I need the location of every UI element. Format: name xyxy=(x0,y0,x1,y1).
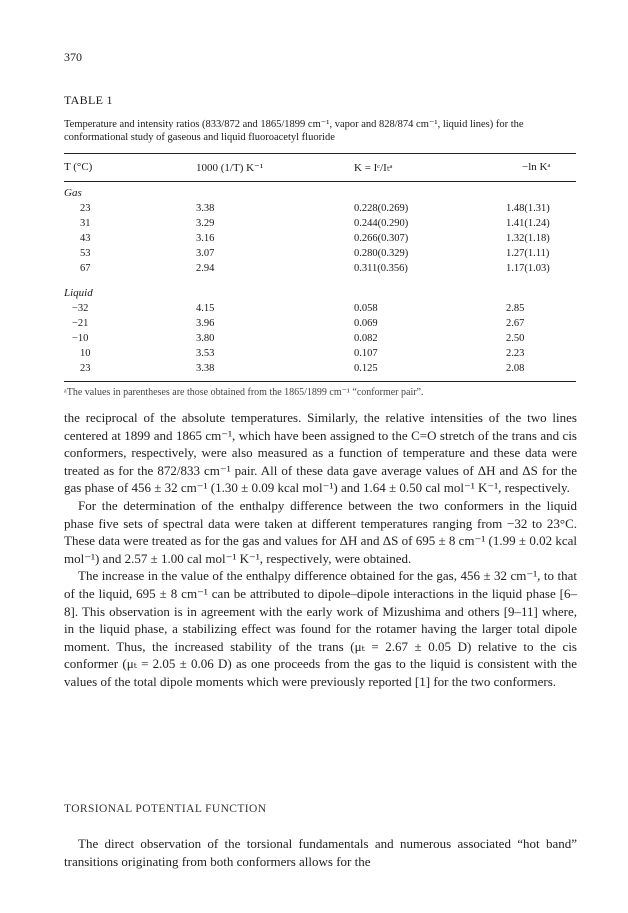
table-cell: 3.38 xyxy=(196,363,215,374)
header-neg-ln-k: −ln Kᵃ xyxy=(522,161,551,173)
table-cell: 0.228(0.269) xyxy=(354,203,409,214)
table-cell: 1.32(1.18) xyxy=(506,233,550,244)
table-cell: 0.244(0.290) xyxy=(354,218,409,229)
table-cell: 53 xyxy=(80,248,91,259)
paragraph: For the determination of the enthalpy difference between the two conformers in the liquid phase five sets of spectral data were taken at different temperatures ranging from −32 to 23°C. These data were treated as for the gas and values for ΔH and ΔS of 695 ± 8 cm⁻¹ (1.99 ± 0.02 kcal mol⁻¹) and 2.57 ± 1.00 cal mol⁻¹ K⁻¹, respectively, were obtained. xyxy=(64,497,577,566)
header-reciprocal-temperature: 1000 (1/T) K⁻¹ xyxy=(196,162,264,174)
table-cell: 3.07 xyxy=(196,248,215,259)
table-footnote: ᵃThe values in parentheses are those obtained from the 1865/1899 cm⁻¹ “conformer pair”. xyxy=(64,387,424,398)
table-cell: 67 xyxy=(80,263,91,274)
header-intensity-ratio: K = Iᶜ/Iₜᵃ xyxy=(354,162,393,174)
table-cell: 0.069 xyxy=(354,318,378,329)
table-cell: −32 xyxy=(72,303,89,314)
table-caption: Temperature and intensity ratios (833/872 and 1865/1899 cm⁻¹, vapor and 828/874 cm⁻¹, liquid lines) for the conformational study of gaseous and liquid fluoroacetyl fluoride xyxy=(64,119,524,143)
table-cell: 1.41(1.24) xyxy=(506,218,550,229)
table-cell: 3.96 xyxy=(196,318,215,329)
table-cell: 3.80 xyxy=(196,333,215,344)
header-temperature: T (°C) xyxy=(64,161,93,173)
table-header-rule xyxy=(64,181,576,182)
section-heading: TORSIONAL POTENTIAL FUNCTION xyxy=(64,803,267,815)
table-cell: 0.280(0.329) xyxy=(354,248,409,259)
table-cell: 23 xyxy=(80,363,91,374)
table-cell: 3.38 xyxy=(196,203,215,214)
table-cell: 3.16 xyxy=(196,233,215,244)
table-cell: 2.50 xyxy=(506,333,525,344)
table-cell: 4.15 xyxy=(196,303,215,314)
table-cell: 43 xyxy=(80,233,91,244)
table-cell: 1.27(1.11) xyxy=(506,248,550,259)
table-cell: −21 xyxy=(72,318,89,329)
table-cell: 2.67 xyxy=(506,318,525,329)
paragraph: The increase in the value of the enthalpy difference obtained for the gas, 456 ± 32 cm⁻¹, to that of the liquid, 695 ± 8 cm⁻¹ can be attributed to dipole–dipole interactions in the liquid phase [6–8]. This observation is in agreement with the early work of Mizushima and others [9–11] where, in the liquid phase, a stabilizing effect was found for the rotamer having the larger total dipole moment. Thus, the increased stability of the trans (μₜ = 2.67 ± 0.05 D) relative to the cis conformer (μₜ = 2.05 ± 0.06 D) as one proceeds from the gas to the liquid is consistent with the values of the total dipole moments which were previously reported [1] for the two conformers. xyxy=(64,568,577,689)
table-cell: 23 xyxy=(80,203,91,214)
table-cell: 3.29 xyxy=(196,218,215,229)
table-cell: 2.23 xyxy=(506,348,525,359)
paragraph: The direct observation of the torsional fundamentals and numerous associated “hot band” transitions originating from both conformers allows for the xyxy=(64,836,577,869)
page-number: 370 xyxy=(64,50,82,64)
body-text-block xyxy=(64,409,577,691)
table-bottom-rule xyxy=(64,381,576,382)
table-cell: 2.94 xyxy=(196,263,215,274)
table-cell: 0.107 xyxy=(354,348,378,359)
table-cell: 0.125 xyxy=(354,363,378,374)
paragraph: the reciprocal of the absolute temperatures. Similarly, the relative intensities of the two lines centered at 1899 and 1865 cm⁻¹, which have been assigned to the C=O stretch of the trans and cis conformers, respectively, were also measured as a function of temperature and these data were treated as for the 872/833 cm⁻¹ pair. All of these data gave average values of ΔH and ΔS for the gas phase of 456 ± 32 cm⁻¹ (1.30 ± 0.09 kcal mol⁻¹) and 1.64 ± 0.50 cal mol⁻¹ K⁻¹, respectively. xyxy=(64,410,577,496)
table-cell: 31 xyxy=(80,218,91,229)
section-label-gas: Gas xyxy=(64,187,82,199)
table-cell: 0.082 xyxy=(354,333,378,344)
table-top-rule xyxy=(64,153,576,154)
table-cell: 0.266(0.307) xyxy=(354,233,409,244)
table-cell: 3.53 xyxy=(196,348,215,359)
table-cell: 1.48(1.31) xyxy=(506,203,550,214)
table-cell: 2.08 xyxy=(506,363,525,374)
table-cell: 10 xyxy=(80,348,91,359)
table-label: TABLE 1 xyxy=(64,93,113,107)
table-cell: 1.17(1.03) xyxy=(506,263,550,274)
table-cell: 2.85 xyxy=(506,303,525,314)
table-cell: 0.058 xyxy=(354,303,378,314)
section-label-liquid: Liquid xyxy=(64,287,93,299)
table-cell: 0.311(0.356) xyxy=(354,263,408,274)
table-cell: −10 xyxy=(72,333,89,344)
